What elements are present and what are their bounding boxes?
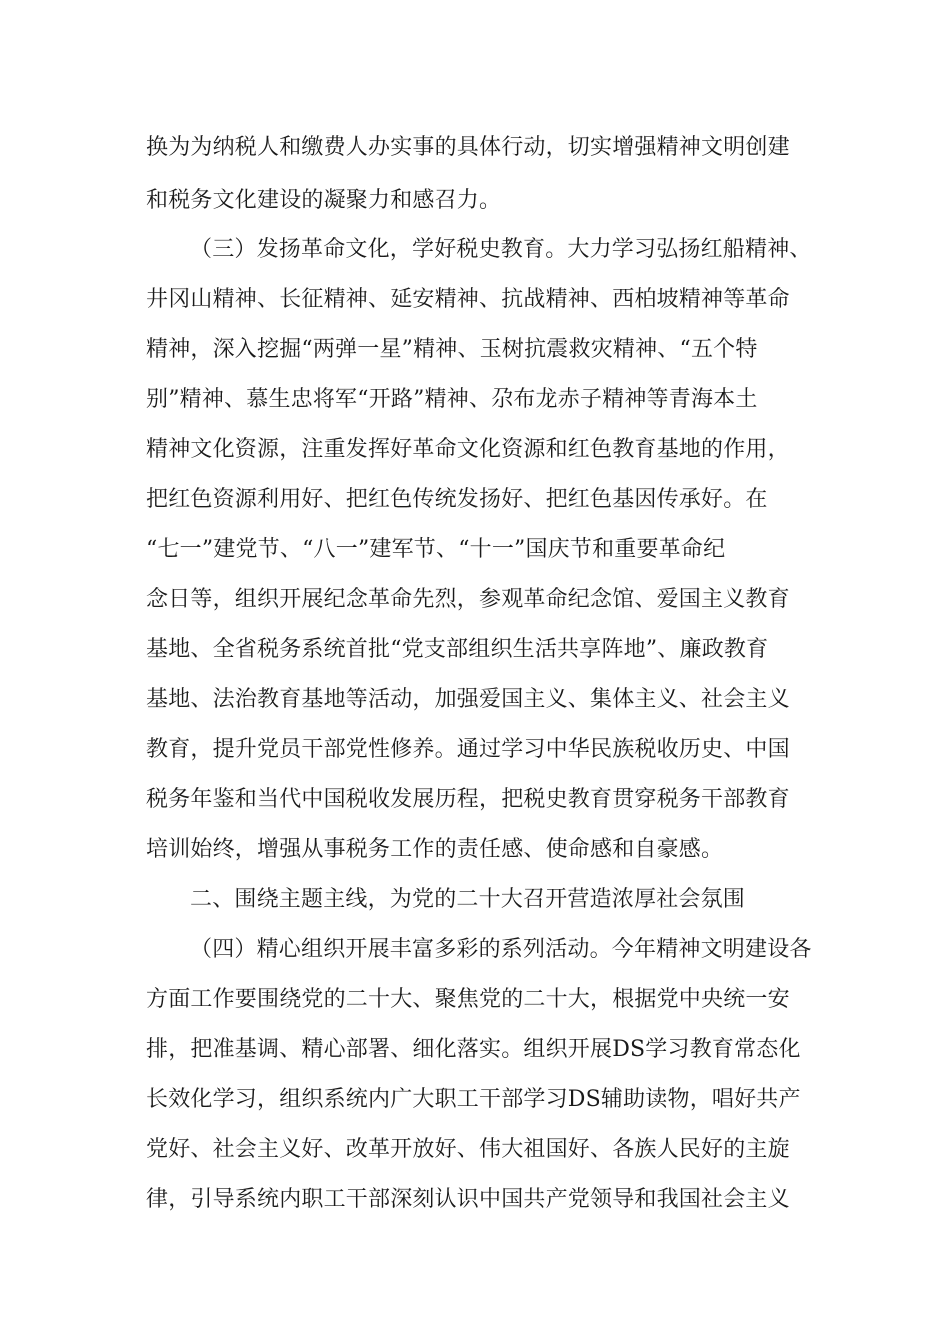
text-line: 长效化学习，组织系统内广大职工干部学习DS辅助读物，唱好共产	[146, 1087, 801, 1112]
text-line: 和税务文化建设的凝聚力和感召力。	[146, 188, 502, 213]
text-line: 方面工作要围绕党的二十大、聚焦党的二十大，根据党中央统一安	[146, 987, 790, 1012]
text-line: 精神文化资源，注重发挥好革命文化资源和红色教育基地的作用，	[146, 437, 790, 462]
text-line: 别”精神、慕生忠将军“开路”精神、尕布龙赤子精神等青海本土	[146, 387, 758, 412]
text-line: 税务年鉴和当代中国税收发展历程，把税史教育贯穿税务干部教育	[146, 787, 790, 812]
text-line: 换为为纳税人和缴费人办实事的具体行动，切实增强精神文明创建	[146, 135, 790, 160]
text-line: 念日等，组织开展纪念革命先烈，参观革命纪念馆、爱国主义教育	[146, 587, 790, 612]
section-heading-3: （三）发扬革命文化，学好税史教育。大力学习弘扬红船精神、	[190, 237, 812, 262]
text-line: 基地、全省税务系统首批“党支部组织生活共享阵地”、廉政教育	[146, 637, 769, 662]
text-line: 党好、社会主义好、改革开放好、伟大祖国好、各族人民好的主旋	[146, 1137, 790, 1162]
text-line: 精神，深入挖掘“两弹一星”精神、玉树抗震救灾精神、“五个特	[146, 337, 758, 362]
text-line: 教育，提升党员干部党性修养。通过学习中华民族税收历史、中国	[146, 737, 790, 762]
text-line: 井冈山精神、长征精神、延安精神、抗战精神、西柏坡精神等革命	[146, 287, 790, 312]
text-line: 律，引导系统内职工干部深刻认识中国共产党领导和我国社会主义	[146, 1187, 790, 1212]
section-heading-2: 二、围绕主题主线，为党的二十大召开营造浓厚社会氛围	[190, 887, 746, 912]
text-line: “七一”建党节、“八一”建军节、“十一”国庆节和重要革命纪	[146, 537, 726, 562]
text-line: 排，把准基调、精心部署、细化落实。组织开展DS学习教育常态化	[146, 1037, 801, 1062]
text-line: 把红色资源利用好、把红色传统发扬好、把红色基因传承好。在	[146, 487, 768, 512]
section-heading-4: （四）精心组织开展丰富多彩的系列活动。今年精神文明建设各	[190, 937, 812, 962]
text-line: 基地、法治教育基地等活动，加强爱国主义、集体主义、社会主义	[146, 687, 790, 712]
text-line: 培训始终，增强从事税务工作的责任感、使命感和自豪感。	[146, 837, 724, 862]
